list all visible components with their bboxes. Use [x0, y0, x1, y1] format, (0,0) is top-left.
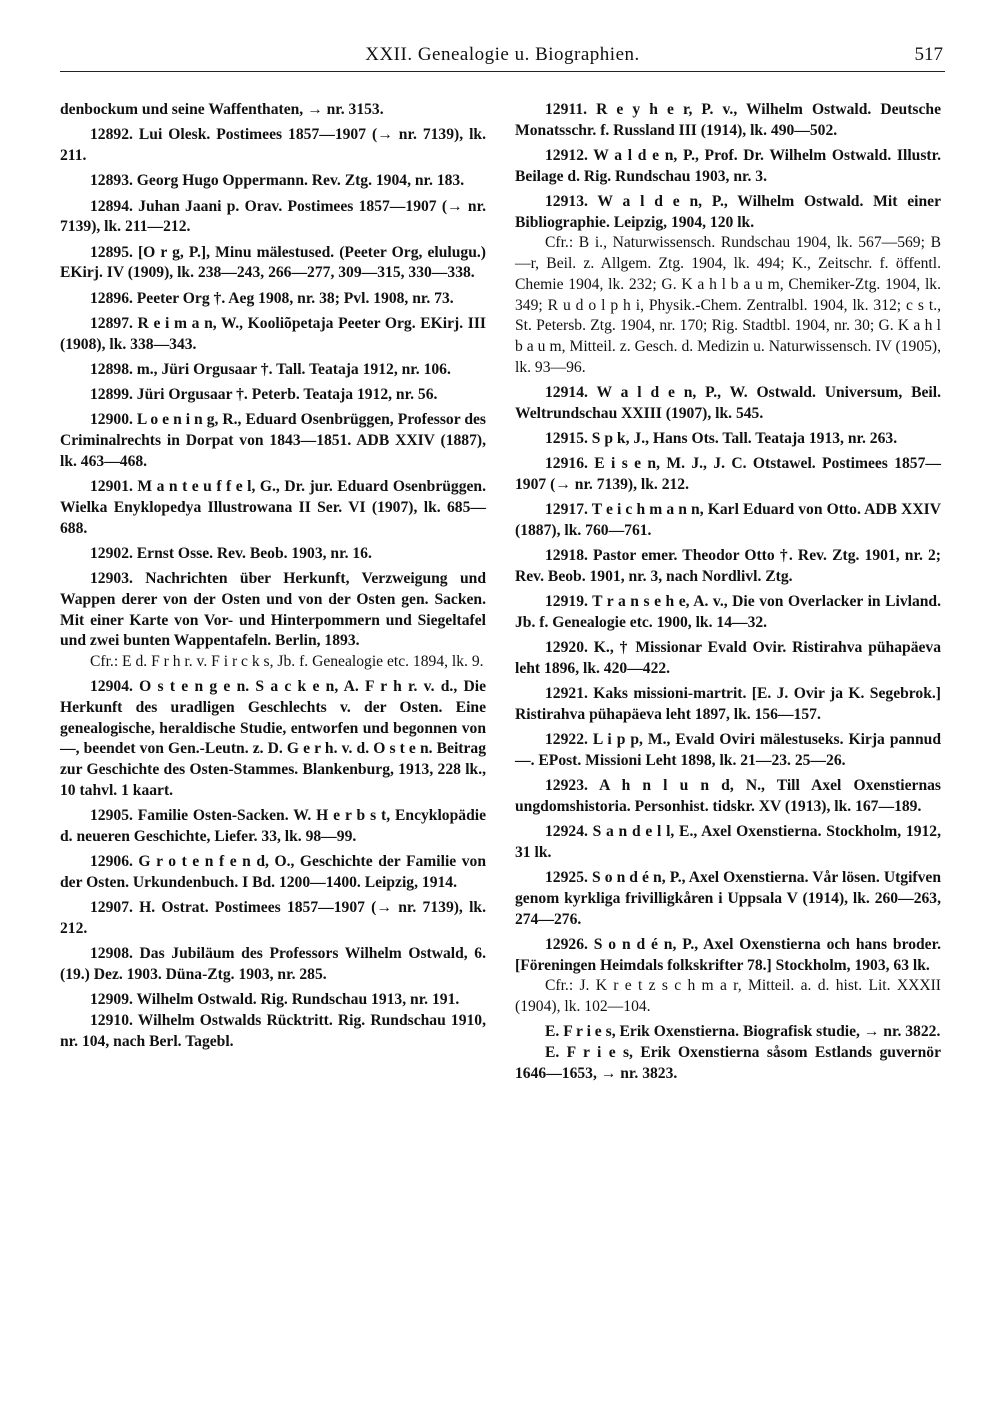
right-column — [515, 100, 941, 1089]
entry-12911: 12911. R e y h e r, P. v., Wilhelm Ostwald. Deutsche Monatsschr. f. Russland III (1914), lk. 490—502. — [515, 101, 941, 139]
entry-12899: 12899. Jüri Orgusaar †. Peterb. Teataja 1912, nr. 56. — [90, 386, 438, 404]
entry-12903-cfr: Cfr.: E d. F r h r. v. F i r c k s, Jb. f. Genealogie etc. 1894, lk. 9. — [90, 653, 484, 670]
entry-12925: 12925. S o n d é n, P., Axel Oxenstierna. Vår lösen. Utgifven genom kyrkliga frivilligkåren i Uppsala V (1914), lk. 260—263, 274—276. — [515, 869, 941, 928]
entry-12898: 12898. m., Jüri Orgusaar †. Tall. Teataja 1912, nr. 106. — [90, 360, 451, 378]
entry-12913: 12913. W a l d e n, P., Wilhelm Ostwald. Mit einer Bibliographie. Leipzig, 1904, 120 lk. — [515, 193, 941, 231]
entry-12921: 12921. Kaks missioni-martrit. [E. J. Ovir ja K. Segebrok.] Ristirahva pühapäeva leht 1897, lk. 156—157. — [515, 685, 941, 723]
left-column — [60, 100, 486, 1057]
entry-12905: 12905. Familie Osten-Sacken. W. H e r b s t, Encyklopädie d. neueren Geschichte, Liefer. 33, lk. 98—99. — [60, 807, 486, 845]
entry-12923: 12923. A h n l u n d, N., Till Axel Oxenstiernas ungdomshistoria. Personhist. tidskr. XV (1913), lk. 167—189. — [515, 777, 941, 815]
entry-12909: 12909. Wilhelm Ostwald. Rig. Rundschau 1913, nr. 191. — [90, 991, 460, 1009]
section-title: XXII. Genealogie u. Biographien. — [365, 44, 640, 65]
page-number: 517 — [914, 44, 943, 65]
entry-12897: 12897. R e i m a n, W., Kooliõpetaja Peeter Org. EKirj. III (1908), lk. 338—343. — [60, 314, 486, 353]
entry-12906: 12906. G r o t e n f e n d, O., Geschichte der Familie von der Osten. Urkundenbuch. I Bd. 1200—1400. Leipzig, 1914. — [60, 853, 486, 891]
entry-12922: 12922. L i p p, M., Evald Oviri mälestuseks. Kirja pannud —. EPost. Missioni Leht 1898, lk. 21—23. 25—26. — [515, 731, 941, 769]
entry-12901: 12901. M a n t e u f f e l, G., Dr. jur. Eduard Osenbrüggen. Wielka Enyklopedya Illustrowana II Ser. VI (1907), lk. 685—688. — [60, 478, 486, 537]
entry-12912: 12912. W a l d e n, P., Prof. Dr. Wilhelm Ostwald. Illustr. Beilage d. Rig. Rundschau 1903, nr. 3. — [515, 147, 941, 185]
entry-12903: 12903. Nachrichten über Herkunft, Verzweigung und Wappen derer von der Osten und von der Osten gen. Sacken. Mit einer Karte von Vor- und Hinterpommern und Siegeltafel und zwei bunten Wappentafeln. Berlin, 1893. — [60, 570, 486, 650]
entry-12904: 12904. O s t e n g e n. S a c k e n, A. F r h r. v. d., Die Herkunft des uradligen Geschlechts v. der Osten. Eine genealogische, heraldische Studie, entworfen und begonnen von —, beendet von Gen.-Leutn. z. D. G e r h. v. d. O s t e n. Beitrag zur Geschichte des Osten-Stammes. Blankenburg, 1913, 228 lk., 10 tahvl. 1 kaart. — [60, 678, 486, 799]
header-rule — [60, 71, 945, 72]
entry-12919: 12919. T r a n s e h e, A. v., Die von Overlacker in Livland. Jb. f. Genealogie etc. 1900, lk. 14—32. — [515, 593, 941, 631]
entry-12908: 12908. Das Jubiläum des Professors Wilhelm Ostwald, 6. (19.) Dez. 1903. Düna-Ztg. 1903, nr. 285. — [60, 945, 486, 983]
entry-12892: 12892. Lui Olesk. Postimees 1857—1907 (→ nr. 7139), lk. 211. — [60, 126, 486, 164]
entry-fries-2: E. F r i e s, Erik Oxenstierna såsom Estlands guvernör 1646—1653, → nr. 3823. — [515, 1044, 941, 1082]
entry-continuation: denbockum und seine Waffenthaten, → nr. 3153. — [60, 101, 384, 118]
entry-12893: 12893. Georg Hugo Oppermann. Rev. Ztg. 1904, nr. 183. — [90, 172, 465, 190]
entry-12907: 12907. H. Ostrat. Postimees 1857—1907 (→ nr. 7139), lk. 212. — [60, 899, 486, 937]
entry-12920: 12920. K., † Missionar Evald Ovir. Ristirahva pühapäeva leht 1896, lk. 420—422. — [515, 639, 941, 677]
entry-12917: 12917. T e i c h m a n n, Karl Eduard von Otto. ADB XXIV (1887), lk. 760—761. — [515, 501, 941, 539]
entry-12894: 12894. Juhan Jaani p. Orav. Postimees 1857—1907 (→ nr. 7139), lk. 211—212. — [60, 197, 486, 236]
entry-12926: 12926. S o n d é n, P., Axel Oxenstierna och hans broder. [Föreningen Heimdals folkskrifter 78.] Stockholm, 1903, 63 lk. — [515, 935, 941, 974]
entry-12926-cfr: Cfr.: J. K r e t z s c h m a r, Mitteil. a. d. hist. Lit. XXXII (1904), lk. 102—104. — [515, 977, 941, 1016]
entry-12902: 12902. Ernst Osse. Rev. Beob. 1903, nr. 16. — [90, 544, 372, 562]
entry-12895: 12895. [O r g, P.], Minu mälestused. (Peeter Org, elulugu.) EKirj. IV (1909), lk. 238—243, 266—277, 309—315, 330—338. — [60, 243, 486, 282]
entry-12896: 12896. Peeter Org †. Aeg 1908, nr. 38; Pvl. 1908, nr. 73. — [90, 289, 454, 307]
entry-12918: 12918. Pastor emer. Theodor Otto †. Rev. Ztg. 1901, nr. 2; Rev. Beob. 1901, nr. 3, nach Nordlivl. Ztg. — [515, 547, 941, 585]
running-header — [60, 40, 945, 70]
entry-12910: 12910. Wilhelm Ostwalds Rücktritt. Rig. Rundschau 1910, nr. 104, nach Berl. Tagebl. — [60, 1011, 486, 1050]
entry-12900: 12900. L o e n i n g, R., Eduard Osenbrüggen, Professor des Criminalrechts in Dorpat von 1843—1851. ADB XXIV (1887), lk. 463—468. — [60, 411, 486, 470]
entry-fries-1: E. F r i e s, Erik Oxenstierna. Biografisk studie, → nr. 3822. — [545, 1023, 941, 1041]
entry-12916: 12916. E i s e n, M. J., J. C. Otstawel. Postimees 1857—1907 (→ nr. 7139), lk. 212. — [515, 455, 941, 493]
entry-12914: 12914. W a l d e n, P., W. Ostwald. Universum, Beil. Weltrundschau XXIII (1907), lk. 545. — [515, 383, 941, 422]
entry-12924: 12924. S a n d e l l, E., Axel Oxenstierna. Stockholm, 1912, 31 lk. — [515, 823, 941, 861]
entry-12915: 12915. S p k, J., Hans Ots. Tall. Teataja 1913, nr. 263. — [545, 429, 898, 447]
entry-12913-cfr: Cfr.: B i., Naturwissensch. Rundschau 1904, lk. 567—569; B—r, Beil. z. Allgem. Ztg. 1904, lk. 494; K., Zeitschr. f. öffentl. Chemie 1904, lk. 232; G. K a h l b a u m, Chemiker-Ztg. 1904, lk. 349; R u d o l p h i, Physik.-Chem. Zentralbl. 1904, lk. 312; c s t., St. Petersb. Ztg. 1904, nr. 170; Rig. Stadtbl. 1904, nr. 30; G. K a h l b a u m, Mitteil. z. Gesch. d. Medizin u. Naturwissensch. IV (1905), lk. 93—96. — [515, 234, 941, 376]
